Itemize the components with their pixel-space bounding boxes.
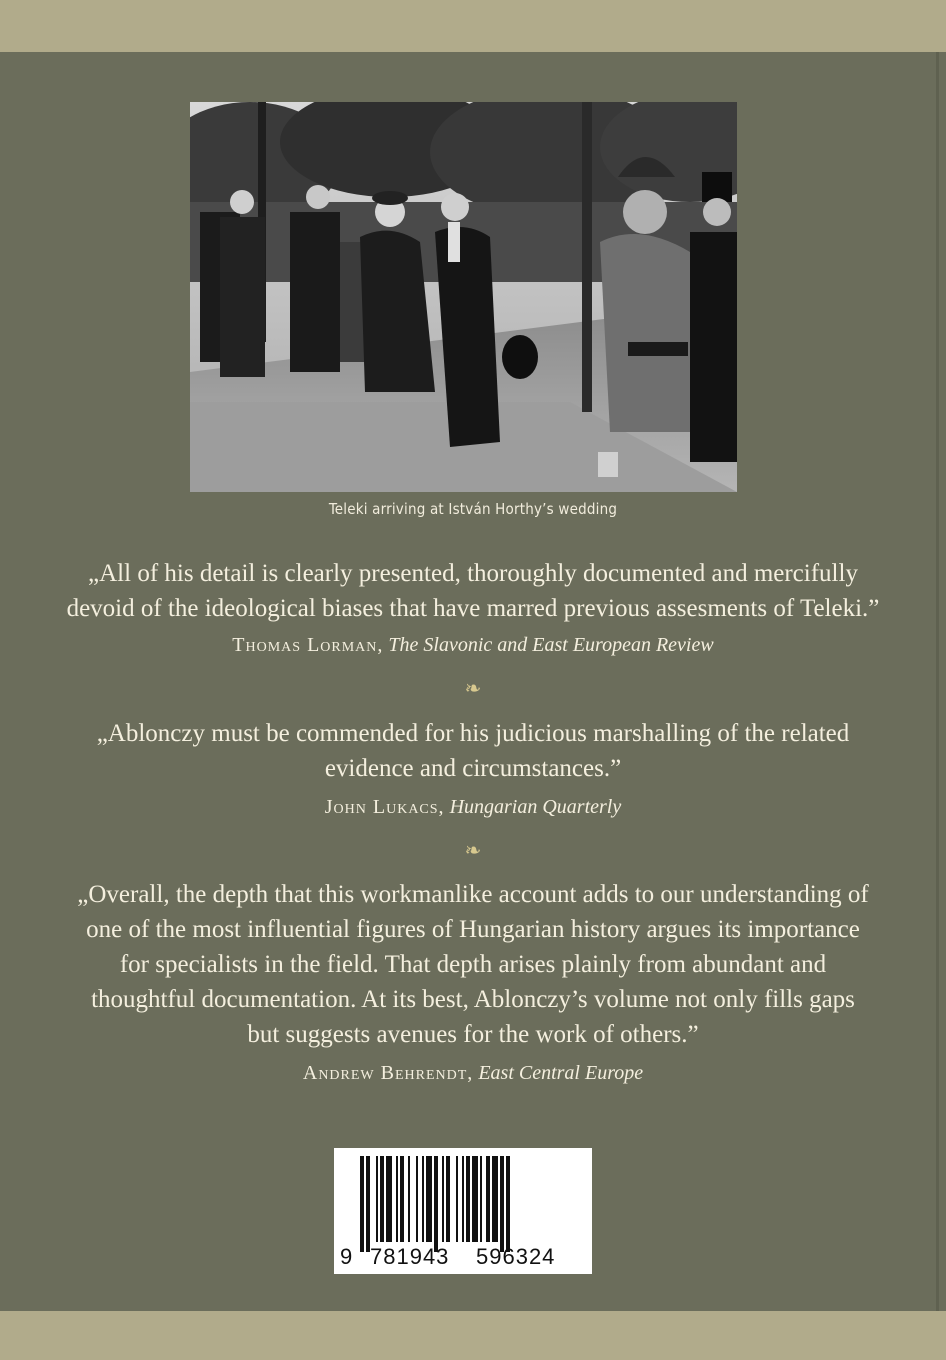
barcode-group-2: 596324 — [476, 1244, 556, 1269]
barcode-bar — [366, 1156, 370, 1252]
barcode-bar — [466, 1156, 470, 1242]
photo-caption: Teleki arriving at István Horthy’s wedding — [328, 500, 618, 518]
barcode-bar — [396, 1156, 398, 1242]
barcode-bar — [506, 1156, 510, 1252]
barcode-bar — [376, 1156, 378, 1242]
quote-line: thoughtful documentation. At its best, Ablonczy’s volume not only fills gaps — [91, 986, 855, 1013]
barcode-bar — [462, 1156, 464, 1242]
quote-line: evidence and circumstances.” — [324, 755, 622, 782]
review-quote-1 — [40, 556, 906, 626]
quote-line: for specialists in the field. That depth arises plainly from abundant and — [119, 951, 827, 978]
barcode-bar — [480, 1156, 482, 1242]
barcode-bar — [386, 1156, 392, 1242]
publication-name: Hungarian Quarterly — [449, 796, 622, 818]
publication-name: The Slavonic and East European Review — [388, 634, 714, 656]
historical-photo — [190, 102, 737, 492]
quote-line: but suggests avenues for the work of others.” — [247, 1021, 699, 1048]
review-attribution-1 — [40, 634, 906, 657]
barcode-bar — [492, 1156, 498, 1242]
quote-line: one of the most influential figures of Hungarian history argues its importance — [86, 916, 860, 943]
barcode-bar — [456, 1156, 458, 1242]
quote-line: „Ablonczy must be commended for his judicious marshalling of the related — [96, 720, 850, 747]
quote-line: „All of his detail is clearly presented, thoroughly documented and mercifully — [88, 560, 858, 587]
barcode-bar — [500, 1156, 504, 1252]
reviewer-name: Thomas Lorman, — [232, 634, 384, 656]
barcode-bar — [446, 1156, 450, 1242]
barcode-bar — [416, 1156, 418, 1242]
barcode-bar — [380, 1156, 384, 1242]
barcode-lead-digit: 9 — [340, 1244, 353, 1269]
isbn-barcode — [334, 1148, 592, 1274]
review-quote-3 — [40, 877, 906, 1052]
barcode-bar — [360, 1156, 364, 1252]
barcode-bar — [400, 1156, 404, 1242]
reviewer-name: John Lukacs, — [324, 796, 445, 818]
review-quote-2 — [40, 716, 906, 786]
top-band — [0, 0, 946, 52]
barcode-bar — [408, 1156, 410, 1242]
quote-line: „Overall, the depth that this workmanlike account adds to our understanding of — [77, 881, 869, 908]
barcode-bar — [486, 1156, 490, 1242]
barcode-bar — [472, 1156, 478, 1242]
barcode-bar — [422, 1156, 424, 1242]
review-attribution-2 — [40, 796, 906, 819]
barcode-group-1: 781943 — [370, 1244, 450, 1269]
publication-name: East Central Europe — [478, 1062, 644, 1084]
fleuron-ornament: ❧ — [464, 838, 482, 862]
review-attribution-3 — [40, 1062, 906, 1085]
fleuron-ornament: ❧ — [464, 676, 482, 700]
barcode-bar — [442, 1156, 444, 1242]
barcode-bar — [426, 1156, 432, 1242]
barcode-bar — [434, 1156, 438, 1252]
reviewer-name: Andrew Behrendt, — [302, 1062, 474, 1084]
bottom-band — [0, 1311, 946, 1360]
quote-line: devoid of the ideological biases that have marred previous assesments of Teleki.” — [66, 595, 880, 622]
